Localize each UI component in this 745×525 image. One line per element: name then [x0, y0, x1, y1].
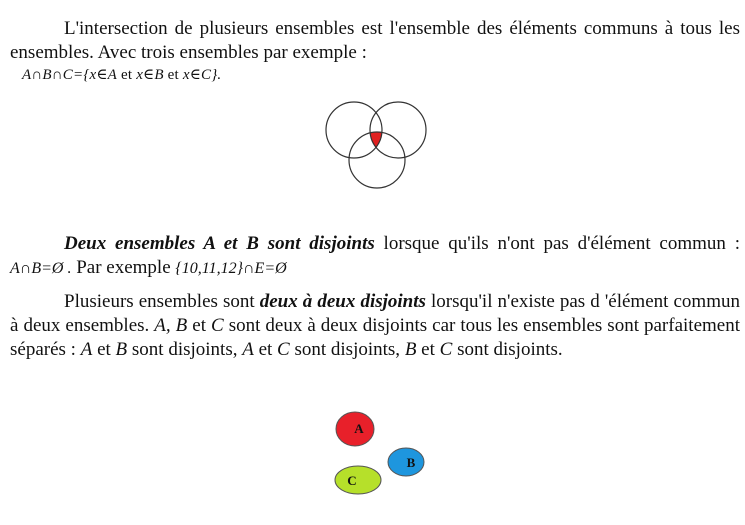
set-b-circle [370, 102, 426, 158]
paragraph-disjoint: Deux ensembles A et B sont disjoints lorsque qu'ils n'ont pas d'élément commun : A∩B=Ø . Par exemple {10,11,12}∩E=Ø [10, 233, 741, 278]
set-c-label: C [347, 473, 357, 488]
disjoint-definition-term: Deux ensembles A et B sont disjoints [64, 233, 375, 254]
paragraph-intersection [10, 17, 740, 65]
disjoint-sets-diagram [325, 405, 435, 497]
set-a-circle [326, 102, 382, 158]
venn-diagram [320, 92, 440, 196]
intersection-text: L'intersection de plusieurs ensembles est l'ensemble des éléments communs à tous les ensembles. Avec trois ensembles par exemple : [10, 18, 740, 63]
example-formula: {10,11,12}∩E=Ø [175, 260, 287, 277]
set-c-ellipse [335, 466, 381, 494]
set-a-label: A [354, 421, 364, 436]
paragraph-pairwise-disjoint: Plusieurs ensembles sont deux à deux disjoints lorsqu'il n'existe pas d 'élément commun à deux ensembles. A, B et C sont deux à deux disjoints car tous les ensembles sont parfaitement séparés : A et B sont disjoints, A et C sont disjoints, B et C sont disjoints. [10, 291, 740, 360]
pairwise-disjoint-term: deux à deux disjoints [259, 291, 426, 312]
set-b-label: B [406, 455, 416, 470]
intersection-formula: A∩B∩C={x∈A et x∈B et x∈C}. [22, 67, 222, 83]
disjoint-formula: A∩B=Ø . [10, 260, 72, 277]
